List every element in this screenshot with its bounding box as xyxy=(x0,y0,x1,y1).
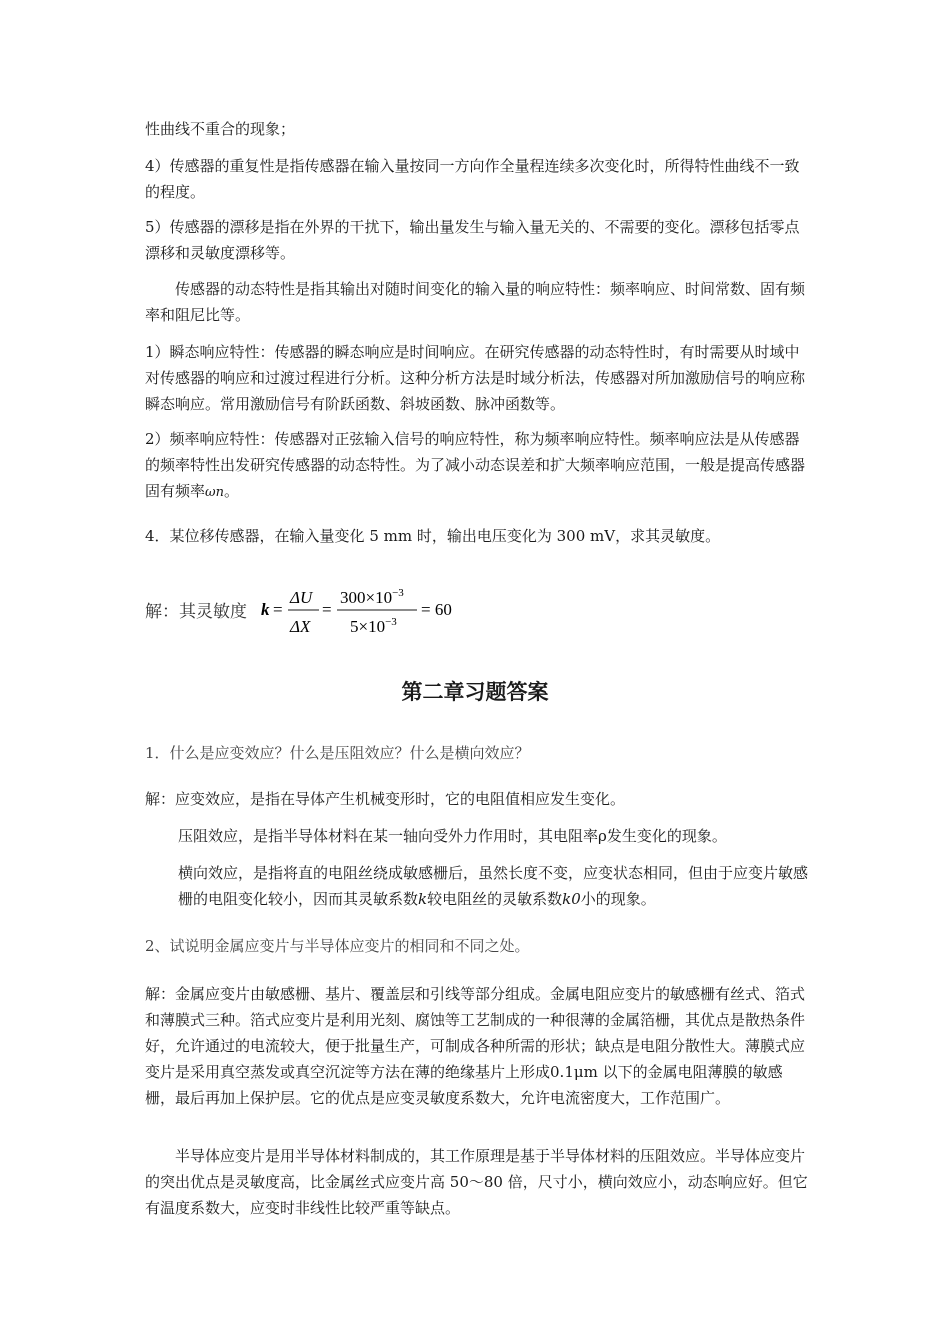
formula-num-300 xyxy=(340,587,404,607)
answer-2-semiconductor-strain-gauge: 半导体应变片是用半导体材料制成的，其工作原理是基于半导体材料的压阻效应。半导体应变片的突出优点是灵敏度高，比金属丝式应变片高 50～80 倍，尺寸小，横向效应小，动态响应好。但它有温度系数大，应变时非线性比较严重等缺点。 xyxy=(145,1147,808,1217)
answer-1-piezoresistive-effect: 压阻效应，是指半导体材料在某一轴向受外力作用时，其电阻率ρ发生变化的现象。 xyxy=(178,827,727,845)
omega-n-symbol: ωn xyxy=(205,485,224,500)
transverse-text-a: 横向效应，是指将直的电阻丝绕成敏感栅后，虽然长度不变，应变状态相同，但由于应变片敏感栅的电阻变化较小，因而其灵敏系数 xyxy=(178,864,809,908)
formula-result: = 60 xyxy=(421,600,452,619)
num2-base: 300×10 xyxy=(340,588,393,607)
answer-1-strain-effect: 解：应变效应，是指在导体产生机械变形时，它的电阻值相应发生变化。 xyxy=(145,790,626,808)
chapter2-question-1: 1．什么是应变效应？什么是压阻效应？什么是横向效应？ xyxy=(145,744,530,762)
den2-base: 5×10 xyxy=(350,617,386,636)
formula-den-5 xyxy=(350,616,397,636)
k-symbol: k xyxy=(418,890,428,908)
paragraph-repeatability: 4）传感器的重复性是指传感器在输入量按同一方向作全量程连续多次变化时，所得特性曲线不一致的程度。 xyxy=(145,157,800,201)
question-4: 4．某位移传感器，在输入量变化 5 mm 时，输出电压变化为 300 mV，求其灵敏度。 xyxy=(145,527,721,545)
paragraph-continuation: 性曲线不重合的现象； xyxy=(145,120,296,138)
answer-1-transverse-effect xyxy=(178,860,810,912)
formula-eq-2: = xyxy=(322,600,332,619)
chapter2-question-2: 2、试说明金属应变片与半导体应变片的相同和不同之处。 xyxy=(145,937,530,955)
paragraph-drift: 5）传感器的漂移是指在外界的干扰下，输出量发生与输入量无关的、不需要的变化。漂移包括零点漂移和灵敏度漂移等。 xyxy=(145,218,800,262)
den2-exponent: −3 xyxy=(385,616,397,628)
transverse-text-c: 小的现象。 xyxy=(580,890,656,908)
transverse-text-b: 较电阻丝的灵敏系数 xyxy=(427,890,563,908)
formula-den-delta-x: ΔX xyxy=(290,617,311,636)
paragraph-transient-response: 1）瞬态响应特性：传感器的瞬态响应是时间响应。在研究传感器的动态特性时，有时需要从时域中对传感器的响应和过渡过程进行分析。这种分析方法是时域分析法，传感器对所加激励信号的响应称瞬态响应。常用激励信号有阶跃函数、斜坡函数、脉冲函数等。 xyxy=(145,343,806,413)
frequency-response-end: 。 xyxy=(224,482,240,500)
formula-k: k xyxy=(261,600,270,619)
paragraph-frequency-response xyxy=(145,426,810,506)
num2-exponent: −3 xyxy=(392,587,404,599)
formula-num-delta-u: ΔU xyxy=(290,588,313,607)
formula-eq-1: = xyxy=(273,600,283,619)
formula-equation xyxy=(257,582,617,642)
chapter-title: 第二章习题答案 xyxy=(401,680,549,704)
answer-2-metal-strain-gauge: 解：金属应变片由敏感栅、基片、覆盖层和引线等部分组成。金属电阻应变片的敏感栅有丝式、箔式和薄膜式三种。箔式应变片是利用光刻、腐蚀等工艺制成的一种很薄的金属箔栅，其优点是散热条件好，允许通过的电流较大，便于批量生产，可制成各种所需的形状；缺点是电阻分散性大。薄膜式应变片是采用真空蒸发或真空沉淀等方法在薄的绝缘基片上形成0.1μm 以下的金属电阻薄膜的敏感栅，最后再加上保护层。它的优点是应变灵敏度系数大，允许电流密度大，工作范围广。 xyxy=(145,985,806,1107)
k0-symbol: k0 xyxy=(562,890,581,908)
paragraph-dynamic-characteristics: 传感器的动态特性是指其输出对随时间变化的输入量的响应特性：频率响应、时间常数、固有频率和阻尼比等。 xyxy=(145,280,806,324)
formula-lead: 解：其灵敏度 xyxy=(145,602,247,622)
frequency-response-text: 2）频率响应特性：传感器对正弦输入信号的响应特性，称为频率响应特性。频率响应法是从传感器的频率特性出发研究传感器的动态特性。为了减小动态误差和扩大频率响应范围，一般是提高传感器固有频率 xyxy=(145,430,806,500)
